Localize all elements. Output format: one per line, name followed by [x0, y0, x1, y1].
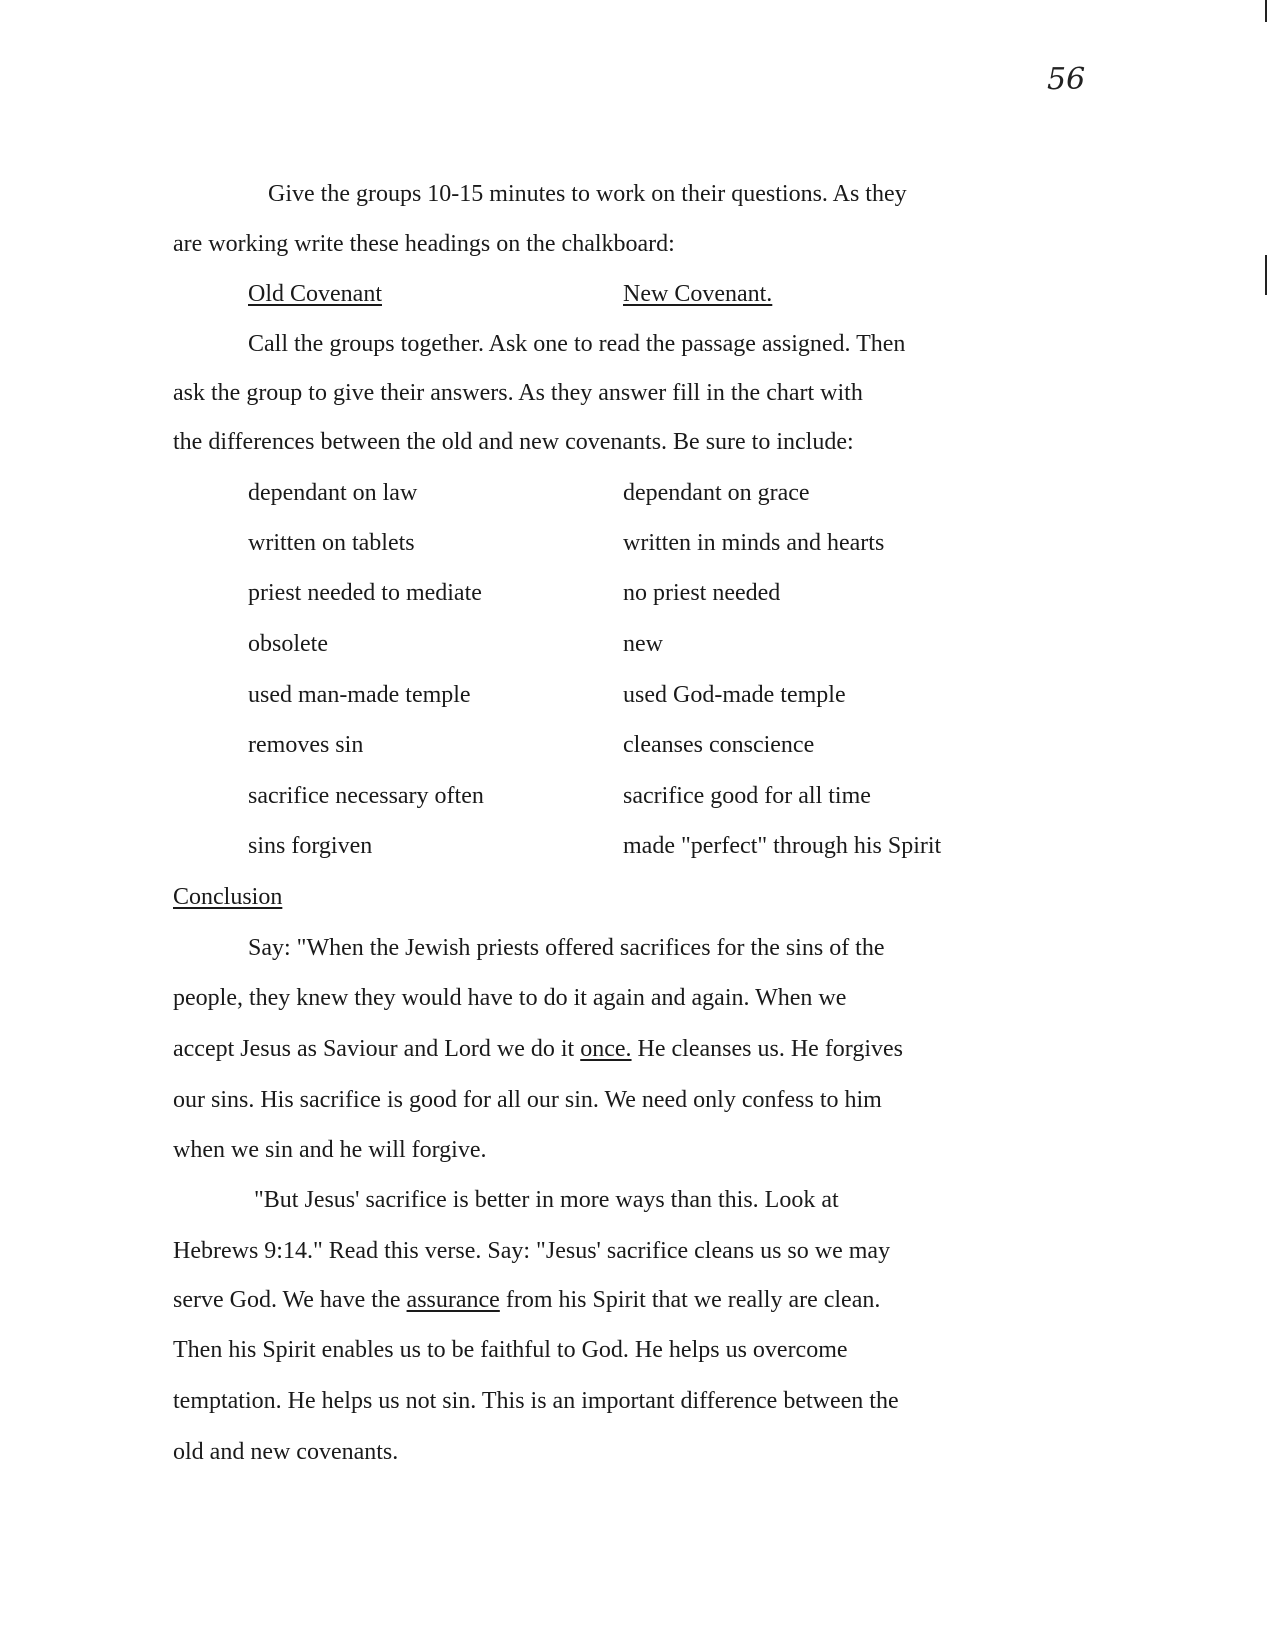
comparison-new-item: new: [623, 631, 663, 657]
heading-new-covenant: New Covenant.: [623, 281, 773, 307]
instructions-line-2: ask the group to give their answers. As they answer fill in the chart with: [173, 380, 863, 406]
conclusion-p1-line-5: when we sin and he will forgive.: [173, 1137, 487, 1163]
conclusion-p1-line-2: people, they knew they would have to do it again and again. When we: [173, 985, 847, 1011]
conclusion-p2-line-6: old and new covenants.: [173, 1439, 399, 1465]
conclusion-p2-line-1: "But Jesus' sacrifice is better in more ways than this. Look at: [254, 1187, 839, 1213]
comparison-old-item: used man-made temple: [248, 682, 471, 708]
conclusion-heading: Conclusion: [173, 884, 283, 910]
emphasis-assurance: assurance: [406, 1287, 500, 1313]
comparison-new-item: sacrifice good for all time: [623, 783, 871, 809]
conclusion-p2-line-3-end: from his Spirit that we really are clean.: [499, 1287, 881, 1313]
conclusion-p2-line-4: Then his Spirit enables us to be faithful to God. He helps us overcome: [173, 1337, 848, 1363]
conclusion-p1-line-1: Say: "When the Jewish priests offered sacrifices for the sins of the: [248, 935, 885, 961]
page-number: 56: [1047, 62, 1086, 97]
conclusion-p1-line-3-start: accept Jesus as Saviour and Lord we do it: [173, 1036, 581, 1062]
conclusion-p1-line-3: [173, 1034, 903, 1064]
scan-edge-mark-side: [1265, 255, 1267, 295]
conclusion-p2-line-3-start: serve God. We have the: [173, 1287, 407, 1313]
comparison-new-item: made "perfect" through his Spirit: [623, 833, 942, 859]
conclusion-p1-line-3-end: He cleanses us. He forgives: [631, 1036, 904, 1062]
instructions-line-1: Call the groups together. Ask one to read the passage assigned. Then: [248, 331, 906, 357]
comparison-new-item: no priest needed: [623, 580, 781, 606]
comparison-old-item: sins forgiven: [248, 833, 373, 859]
comparison-old-item: dependant on law: [248, 480, 418, 506]
comparison-new-item: dependant on grace: [623, 480, 810, 506]
conclusion-p2-line-3: [173, 1285, 880, 1315]
comparison-old-item: removes sin: [248, 732, 364, 758]
intro-line-1: Give the groups 10-15 minutes to work on their questions. As they: [268, 181, 907, 207]
comparison-new-item: written in minds and hearts: [623, 530, 885, 556]
comparison-old-item: sacrifice necessary often: [248, 783, 484, 809]
conclusion-p2-line-5: temptation. He helps us not sin. This is an important difference between the: [173, 1388, 899, 1414]
heading-old-covenant: Old Covenant: [248, 281, 382, 307]
comparison-new-item: cleanses conscience: [623, 732, 815, 758]
comparison-old-item: written on tablets: [248, 530, 415, 556]
instructions-line-3: the differences between the old and new covenants. Be sure to include:: [173, 429, 854, 455]
comparison-new-item: used God-made temple: [623, 682, 846, 708]
emphasis-once: once.: [580, 1036, 632, 1062]
conclusion-p2-line-2: Hebrews 9:14." Read this verse. Say: "Jesus' sacrifice cleans us so we may: [173, 1238, 891, 1264]
scan-edge-mark-top: [1265, 0, 1267, 22]
conclusion-p1-line-4: our sins. His sacrifice is good for all our sin. We need only confess to him: [173, 1087, 882, 1113]
comparison-old-item: priest needed to mediate: [248, 580, 482, 606]
comparison-old-item: obsolete: [248, 631, 328, 657]
intro-line-2: are working write these headings on the chalkboard:: [173, 231, 675, 257]
